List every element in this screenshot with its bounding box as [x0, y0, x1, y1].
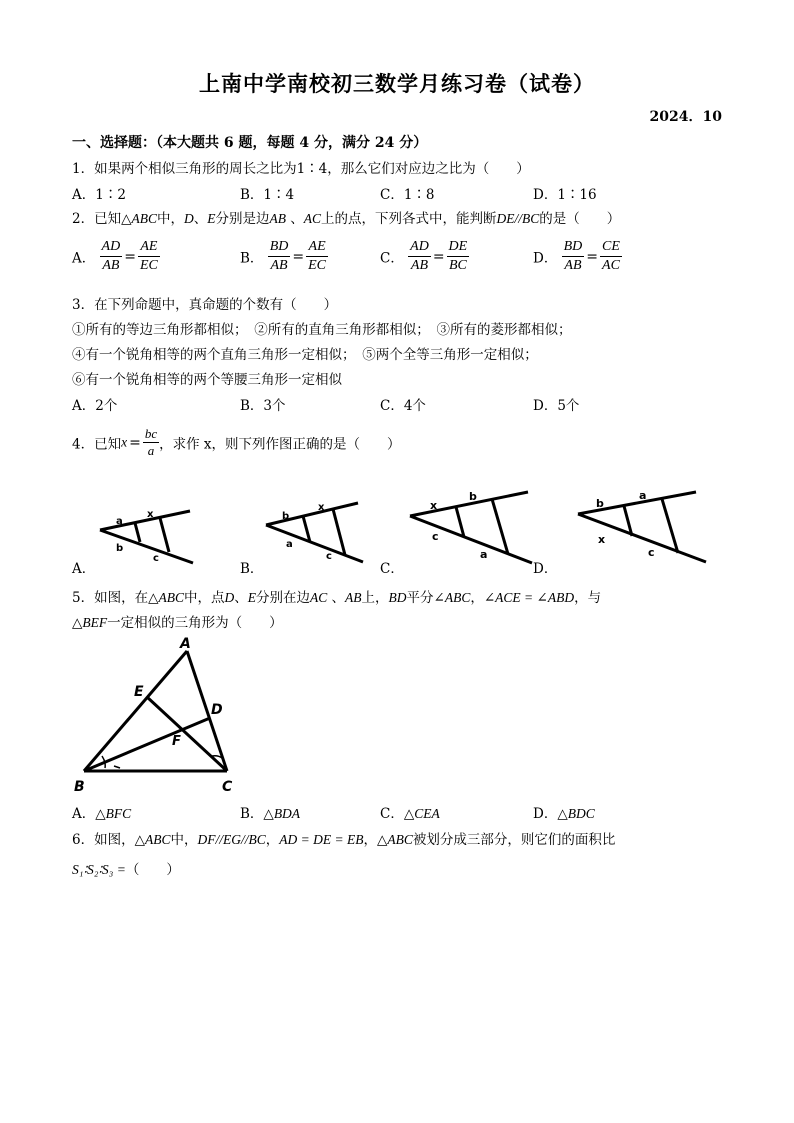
q2-b-left-fraction: $\frac{BD}{AB}$ [269, 239, 289, 273]
q4-option-d[interactable]: D． [533, 561, 558, 577]
fig-d-label-top2: a [639, 489, 647, 502]
q6-stem-line2: S₁∶S₂∶S₃ =（ ） [72, 862, 180, 878]
q1-option-d[interactable]: D．1∶16 [533, 187, 597, 203]
q2-a-right-fraction: $\frac{AE}{EC}$ [139, 239, 158, 273]
q4-figure-c [400, 478, 535, 570]
q3-option-a[interactable]: A．2个 [72, 398, 118, 414]
q3-item-3: ⑥有一个锐角相等的两个等腰三角形一定相似 [72, 372, 342, 388]
page-title: 上南中学南校初三数学月练习卷（试卷） [199, 71, 595, 96]
q5-option-b[interactable]: B．△BDA [240, 806, 301, 822]
fig-a-label-bottom2: c [153, 553, 159, 564]
q4-option-b[interactable]: B． [240, 561, 264, 577]
q3-stem: 3．在下列命题中，真命题的个数有（ ） [72, 297, 338, 313]
q5-option-a[interactable]: A．△BFC [72, 806, 132, 822]
q5-stem-line1: 5．如图，在△ABC中，点D、E分别在边AC 、AB上，BD平分∠ABC，∠ACE = ∠ABD，与 [72, 590, 602, 606]
parallel-1 [135, 523, 140, 542]
fig-b-label-bottom: a [286, 539, 293, 550]
exam-date: 2024．10 [649, 109, 722, 125]
fig-d-label-bottom: x [598, 533, 606, 546]
angle-tick-b [114, 766, 120, 768]
parallel-2 [160, 518, 169, 552]
label-b: B [74, 779, 85, 795]
q3-option-d[interactable]: D．5个 [533, 398, 580, 414]
q5-option-d[interactable]: D．△BDC [533, 806, 595, 822]
q4-fraction: $\frac{bc}{a}$ [144, 426, 158, 458]
fig-b-label-top2: x [318, 502, 325, 513]
q1-option-b[interactable]: B．1∶4 [240, 187, 295, 203]
q4-stem: 4．已知x = $\frac{bc}{a}$ ，求作 x，则下列作图正确的是（ ） [72, 426, 401, 458]
q2-option-c[interactable]: C． $\frac{AD}{AB}$ = $\frac{DE}{BC}$ [380, 239, 468, 273]
parallel-2 [333, 509, 345, 555]
segment-bd [84, 718, 210, 771]
q3-option-c[interactable]: C．4个 [380, 398, 426, 414]
lower-ray [100, 530, 193, 563]
fig-b-label-bottom2: c [326, 551, 332, 562]
lower-ray [266, 525, 363, 562]
q2-option-d[interactable]: D． $\frac{BD}{AB}$ = $\frac{CE}{AC}$ [533, 239, 620, 273]
upper-ray [266, 503, 358, 525]
label-a: A [180, 636, 191, 652]
q3-item-1: ①所有的等边三角形都相似； ②所有的直角三角形都相似； ③所有的菱形都相似； [72, 322, 572, 338]
side-ba [84, 651, 187, 771]
fig-a-label-top: a [116, 516, 123, 527]
label-f: F [172, 734, 181, 749]
q2-c-right-fraction: $\frac{DE}{BC}$ [448, 239, 468, 273]
lower-ray [410, 516, 532, 563]
fig-c-label-top2: b [469, 490, 477, 503]
label-e: E [134, 684, 144, 700]
q3-item-2: ④有一个锐角相等的两个直角三角形一定相似； ⑤两个全等三角形一定相似； [72, 347, 538, 363]
q2-d-left-fraction: $\frac{BD}{AB}$ [563, 239, 583, 273]
q5-triangle-figure [72, 636, 247, 796]
fig-d-label-top: b [596, 497, 604, 510]
q2-stem: 2．已知△ABC中，D、E分别是边AB 、AC上的点，下列各式中，能判断DE//BC的是（ ） [72, 211, 621, 227]
fig-c-label-bottom2: a [480, 548, 488, 561]
q4-figure-d [570, 482, 710, 570]
q4-figure-a [90, 495, 200, 570]
q4-option-c[interactable]: C． [380, 561, 404, 577]
fig-b-label-top: b [282, 511, 290, 522]
label-d: D [211, 702, 223, 718]
label-c: C [222, 779, 233, 795]
q1-stem: 1．如果两个相似三角形的周长之比为1∶4，那么它们对应边之比为（ ） [72, 161, 530, 177]
parallel-2 [492, 499, 508, 554]
fig-d-label-bottom2: c [648, 546, 655, 559]
q2-c-left-fraction: $\frac{AD}{AB}$ [410, 239, 429, 273]
q2-option-b[interactable]: B． $\frac{BD}{AB}$ = $\frac{AE}{EC}$ [240, 239, 327, 273]
q4-option-a[interactable]: A． [72, 561, 96, 577]
q1-option-a[interactable]: A．1∶2 [72, 187, 126, 203]
q5-option-c[interactable]: C．△CEA [380, 806, 440, 822]
q2-option-a[interactable]: A． $\frac{AD}{AB}$ = $\frac{AE}{EC}$ [72, 239, 158, 273]
section-heading: 一、选择题：（本大题共 6 题，每题 4 分，满分 24 分） [72, 135, 428, 151]
q5-stem-line2: △BEF一定相似的三角形为（ ） [72, 615, 283, 631]
q6-stem-line1: 6．如图，△ABC中，DF//EG//BC，AD = DE = EB，△ABC被划分成三部分，则它们的面积比 [72, 832, 616, 848]
q3-option-b[interactable]: B．3个 [240, 398, 286, 414]
q2-a-left-fraction: $\frac{AD}{AB}$ [101, 239, 121, 273]
fig-c-label-top: x [430, 499, 438, 512]
upper-ray [100, 511, 190, 530]
q1-option-c[interactable]: C．1∶8 [380, 187, 435, 203]
fig-c-label-bottom: c [432, 530, 439, 543]
q2-b-right-fraction: $\frac{AE}{EC}$ [308, 239, 327, 273]
fig-a-label-top2: x [147, 509, 154, 520]
q4-figure-b [258, 495, 370, 570]
q2-d-right-fraction: $\frac{CE}{AC}$ [602, 239, 620, 273]
fig-a-label-bottom: b [116, 543, 124, 554]
parallel-1 [456, 507, 464, 537]
